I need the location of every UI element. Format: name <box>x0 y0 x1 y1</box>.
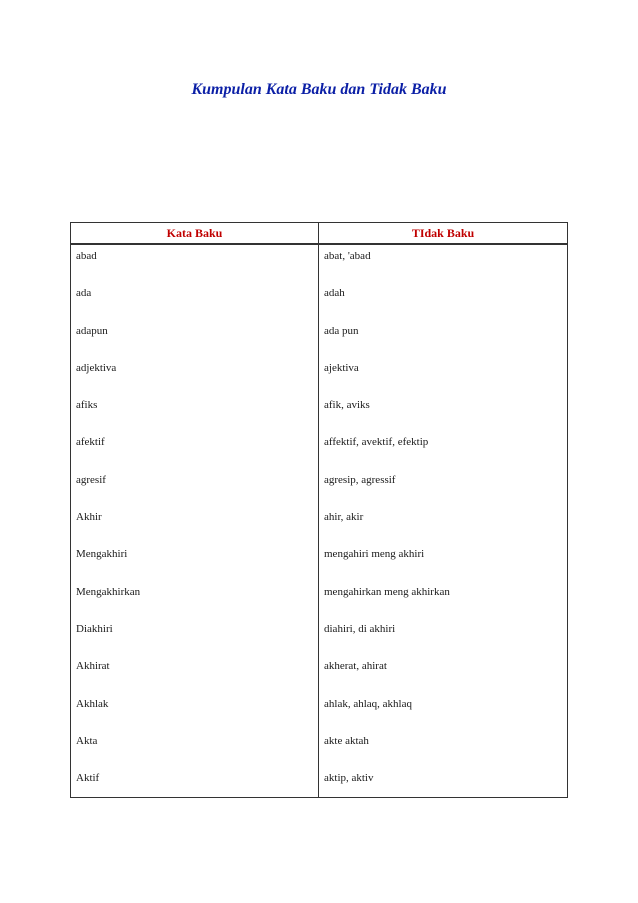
cell-text: Diakhiri <box>76 622 113 635</box>
cell-text: Mengakhirkan <box>76 585 141 598</box>
cell-text: afiks <box>76 399 98 412</box>
cell-tidak-baku <box>319 581 568 618</box>
cell-text: afik, aviks <box>324 399 370 412</box>
cell-text: abad <box>76 250 97 262</box>
cell-text: adapun <box>76 324 108 337</box>
cell-text: Akta <box>76 734 98 747</box>
table-row <box>71 693 568 730</box>
cell-text: mengahirkan meng akhirkan <box>324 585 450 598</box>
cell-kata-baku <box>71 357 319 394</box>
cell-tidak-baku <box>319 543 568 580</box>
cell-text: agresip, agressif <box>324 473 396 486</box>
header-tidak-baku: TIdak Baku <box>319 223 568 245</box>
cell-text: ada pun <box>324 324 359 337</box>
cell-kata-baku <box>71 730 319 767</box>
cell-text: akherat, ahirat <box>324 660 387 673</box>
cell-text: Akhlak <box>76 697 109 710</box>
cell-tidak-baku <box>319 693 568 730</box>
cell-tidak-baku <box>319 394 568 431</box>
table-row <box>71 431 568 468</box>
cell-tidak-baku <box>319 282 568 319</box>
header-kata-baku: Kata Baku <box>71 223 319 245</box>
cell-kata-baku <box>71 244 319 282</box>
cell-tidak-baku <box>319 431 568 468</box>
page-title: Kumpulan Kata Baku dan Tidak Baku <box>191 81 447 98</box>
cell-text: diahiri, di akhiri <box>324 622 396 635</box>
table-row <box>71 655 568 692</box>
cell-kata-baku <box>71 320 319 357</box>
cell-text: afektif <box>76 436 105 449</box>
cell-text: affektif, avektif, efektip <box>324 436 429 449</box>
cell-text: Mengakhiri <box>76 548 128 561</box>
table-row <box>71 320 568 357</box>
cell-tidak-baku <box>319 730 568 767</box>
table-body <box>71 244 568 798</box>
cell-text: mengahiri meng akhiri <box>324 548 425 561</box>
cell-kata-baku <box>71 469 319 506</box>
cell-kata-baku <box>71 655 319 692</box>
table-header-row <box>71 223 568 245</box>
cell-kata-baku <box>71 394 319 431</box>
table-row <box>71 581 568 618</box>
table-row <box>71 543 568 580</box>
table-row <box>71 244 568 282</box>
cell-kata-baku <box>71 581 319 618</box>
cell-tidak-baku <box>319 469 568 506</box>
table-row <box>71 506 568 543</box>
cell-text: adjektiva <box>76 361 117 374</box>
cell-kata-baku <box>71 767 319 798</box>
cell-text: aktip, aktiv <box>324 772 374 785</box>
cell-kata-baku <box>71 506 319 543</box>
table-row <box>71 282 568 319</box>
cell-text: akte aktah <box>324 734 369 747</box>
cell-kata-baku <box>71 431 319 468</box>
cell-text: Akhirat <box>76 660 110 673</box>
table-row <box>71 730 568 767</box>
cell-text: ajektiva <box>324 361 359 374</box>
cell-text: ahir, akir <box>324 511 364 524</box>
cell-tidak-baku <box>319 618 568 655</box>
cell-tidak-baku <box>319 357 568 394</box>
table-row <box>71 394 568 431</box>
cell-tidak-baku <box>319 767 568 798</box>
table-row <box>71 357 568 394</box>
cell-text: adah <box>324 287 345 300</box>
cell-kata-baku <box>71 282 319 319</box>
cell-tidak-baku <box>319 506 568 543</box>
cell-text: Aktif <box>76 772 100 785</box>
cell-kata-baku <box>71 543 319 580</box>
cell-tidak-baku <box>319 320 568 357</box>
table-row <box>71 469 568 506</box>
cell-tidak-baku <box>319 655 568 692</box>
cell-text: agresif <box>76 473 106 486</box>
cell-text: ahlak, ahlaq, akhlaq <box>324 697 412 710</box>
cell-kata-baku <box>71 693 319 730</box>
word-table <box>70 222 568 798</box>
cell-tidak-baku <box>319 244 568 282</box>
cell-text: Akhir <box>76 511 102 524</box>
table-row <box>71 618 568 655</box>
cell-text: ada <box>76 287 92 300</box>
cell-text: abat, 'abad <box>324 250 371 262</box>
cell-kata-baku <box>71 618 319 655</box>
table-row <box>71 767 568 798</box>
